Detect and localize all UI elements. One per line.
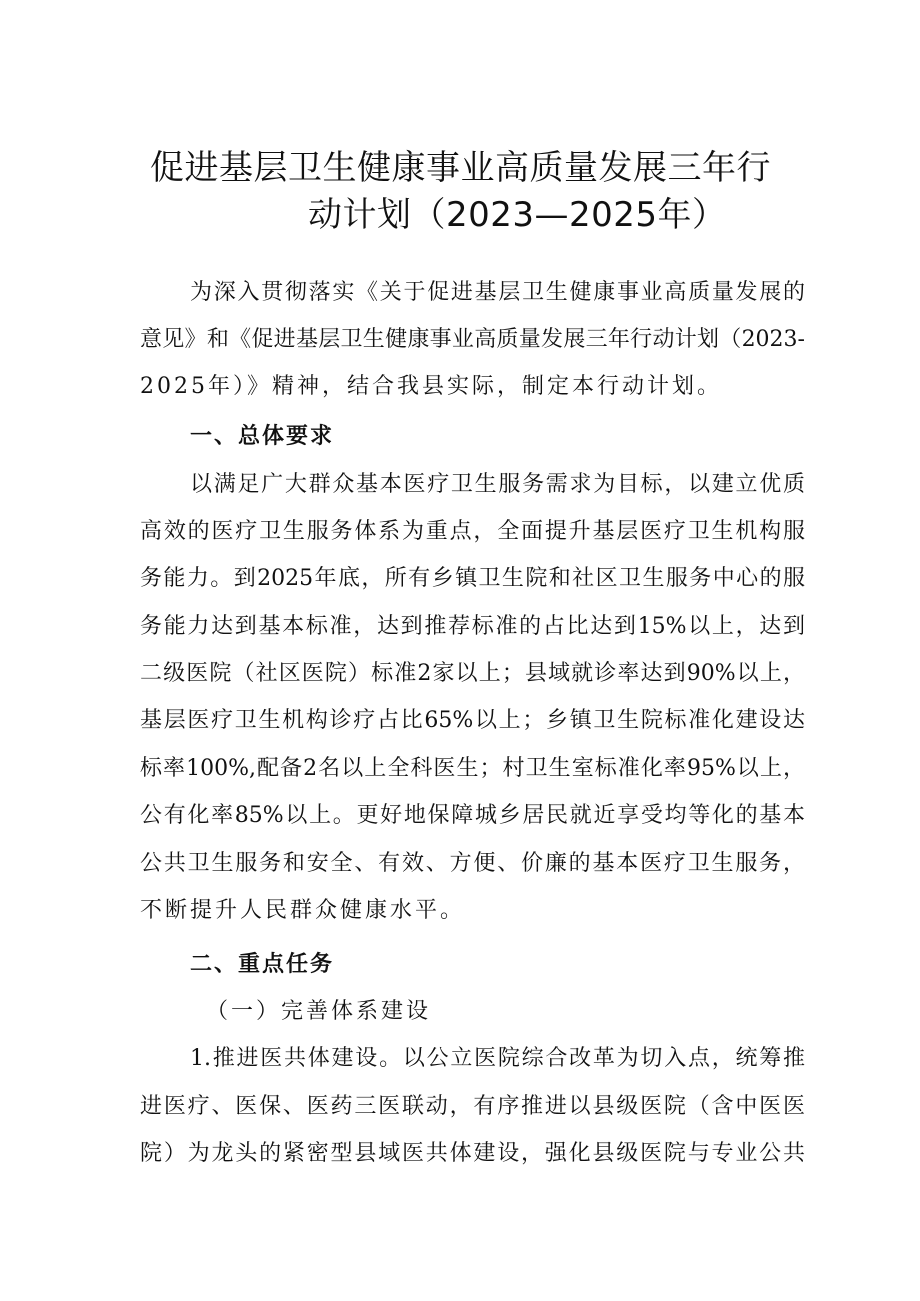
item-line: 1.推进医共体建设。以公立医院综合改革为切入点，统筹推 xyxy=(190,1046,805,1071)
paragraph-line: 以满足广大群众基本医疗卫生服务需求为目标，以建立优质 xyxy=(190,472,805,497)
paragraph-line: 标率100%,配备2名以上全科医生；村卫生室标准化率95%以上， xyxy=(140,756,805,781)
paragraph-line: 基层医疗卫生机构诊疗占比65%以上；乡镇卫生院标准化建设达 xyxy=(140,708,805,733)
item-line: 院）为龙头的紧密型县域医共体建设，强化县级医院与专业公共 xyxy=(140,1141,805,1166)
paragraph-line: 高效的医疗卫生服务体系为重点，全面提升基层医疗卫生机构服 xyxy=(140,519,805,544)
paragraph-line: 公有化率85%以上。更好地保障城乡居民就近享受均等化的基本 xyxy=(140,803,805,828)
document-title-line-2: 动计划（2023—2025年） xyxy=(308,195,727,235)
paragraph-line: 公共卫生服务和安全、有效、方便、价廉的基本医疗卫生服务， xyxy=(140,851,805,876)
section-heading-key-tasks: 二、重点任务 xyxy=(190,952,335,977)
section-heading-general-requirements: 一、总体要求 xyxy=(190,424,335,449)
intro-line: 意见》和《促进基层卫生健康事业高质量发展三年行动计划（2023- xyxy=(140,327,805,352)
paragraph-line: 不断提升人民群众健康水平。 xyxy=(140,898,466,923)
paragraph-line: 务能力。到2025年底，所有乡镇卫生院和社区卫生服务中心的服 xyxy=(140,566,805,591)
item-line: 进医疗、医保、医药三医联动，有序推进以县级医院（含中医医 xyxy=(140,1094,805,1119)
intro-line: 2025年）》精神，结合我县实际，制定本行动计划。 xyxy=(140,374,722,399)
intro-line: 为深入贯彻落实《关于促进基层卫生健康事业高质量发展的 xyxy=(190,280,805,305)
document-title-line-1: 促进基层卫生健康事业高质量发展三年行 xyxy=(150,148,771,188)
paragraph-line: 二级医院（社区医院）标准2家以上；县域就诊率达到90%以上， xyxy=(140,661,805,686)
paragraph-line: 务能力达到基本标准，达到推荐标准的占比达到15%以上，达到 xyxy=(140,614,805,639)
subsection-heading-system-building: （一）完善体系建设 xyxy=(206,999,432,1024)
